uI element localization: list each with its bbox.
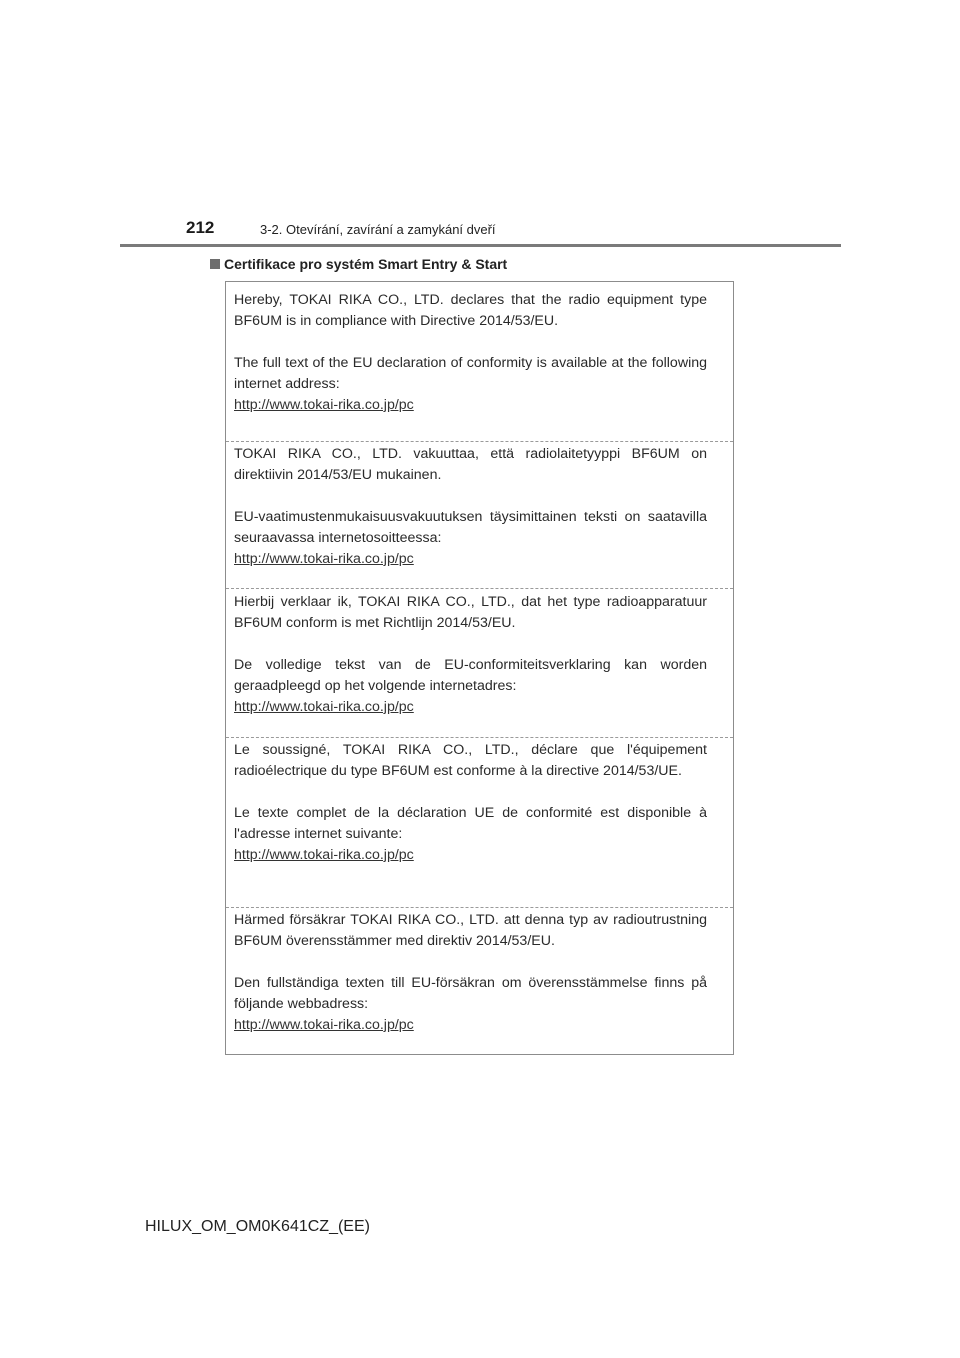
availability-text xyxy=(234,973,707,1036)
availability-sentence: The full text of the EU declaration of conformity is available at the following internet address: xyxy=(234,355,707,392)
square-bullet-icon xyxy=(210,259,220,269)
certificate-block-sv xyxy=(226,910,733,1036)
certificate-block-nl xyxy=(226,592,733,718)
section-heading xyxy=(210,256,507,272)
availability-sentence: EU-vaatimustenmukaisuusvakuutuksen täysimittainen teksti on saatavilla seuraavassa internetosoitteessa: xyxy=(234,509,707,546)
declaration-url-link[interactable]: http://www.tokai-rika.co.jp/pc xyxy=(234,397,414,413)
header-rule xyxy=(120,244,841,247)
block-divider xyxy=(226,907,733,908)
declaration-url-link[interactable]: http://www.tokai-rika.co.jp/pc xyxy=(234,551,414,567)
certificate-box xyxy=(225,281,734,1055)
declaration-text: Hereby, TOKAI RIKA CO., LTD. declares that the radio equipment type BF6UM is in compliance with Directive 2014/53/EU. xyxy=(234,292,707,329)
section-heading-text: Certifikace pro systém Smart Entry & Start xyxy=(224,256,508,272)
declaration-text: TOKAI RIKA CO., LTD. vakuuttaa, että radiolaitetyyppi BF6UM on direktiivin 2014/53/EU mukainen. xyxy=(234,446,707,483)
availability-text xyxy=(234,507,707,570)
availability-text xyxy=(234,655,707,718)
chapter-title: 3-2. Otevírání, zavírání a zamykání dveří xyxy=(260,222,496,237)
declaration-url-link[interactable]: http://www.tokai-rika.co.jp/pc xyxy=(234,1017,414,1033)
certificate-block-en xyxy=(226,290,733,416)
declaration-url-link[interactable]: http://www.tokai-rika.co.jp/pc xyxy=(234,699,414,715)
page-number: 212 xyxy=(186,218,215,237)
block-divider xyxy=(226,737,733,738)
availability-sentence: De volledige tekst van de EU-conformiteitsverklaring kan worden geraadpleegd op het volgende internetadres: xyxy=(234,657,707,694)
declaration-text: Hierbij verklaar ik, TOKAI RIKA CO., LTD., dat het type radioapparatuur BF6UM conform is met Richtlijn 2014/53/EU. xyxy=(234,594,707,631)
block-divider xyxy=(226,441,733,442)
block-divider xyxy=(226,588,733,589)
declaration-text: Le soussigné, TOKAI RIKA CO., LTD., déclare que l'équipement radioélectrique du type BF6UM est conforme à la directive 2014/53/UE. xyxy=(234,742,707,779)
certificate-block-fr xyxy=(226,740,733,866)
availability-sentence: Den fullständiga texten till EU-försäkran om överensstämmelse finns på följande webbadress: xyxy=(234,975,707,1012)
declaration-url-link[interactable]: http://www.tokai-rika.co.jp/pc xyxy=(234,847,414,863)
certificate-block-fi xyxy=(226,444,733,570)
availability-text xyxy=(234,803,707,866)
declaration-text: Härmed försäkrar TOKAI RIKA CO., LTD. att denna typ av radioutrustning BF6UM överensstämmer med direktiv 2014/53/EU. xyxy=(234,912,707,949)
availability-sentence: Le texte complet de la déclaration UE de conformité est disponible à l'adresse internet suivante: xyxy=(234,805,707,842)
availability-text xyxy=(234,353,707,416)
document-code: HILUX_OM_OM0K641CZ_(EE) xyxy=(145,1218,370,1235)
